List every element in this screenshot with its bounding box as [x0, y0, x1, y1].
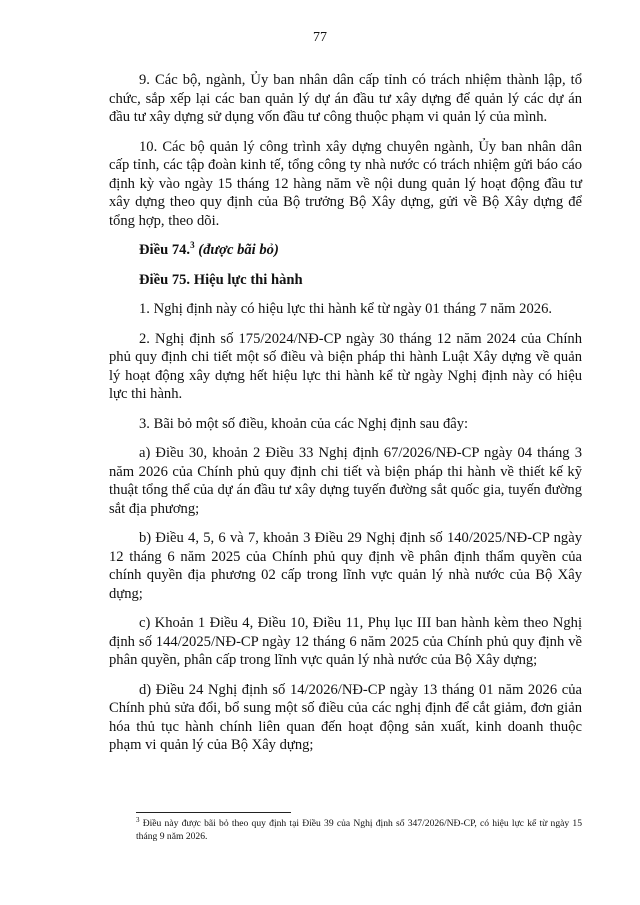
footnote-text: Điều này được bãi bỏ theo quy định tại Điều 39 của Nghị định số 347/2026/NĐ-CP, có hiệu lực kể từ ngày 15 tháng 9 năm 2026. [136, 818, 582, 842]
article-75-item-3b: b) Điều 4, 5, 6 và 7, khoản 3 Điều 29 Nghị định số 140/2025/NĐ-CP ngày 12 tháng 6 năm 2025 của Chính phủ quy định về phân định thẩm quyền của chính quyền địa phương 02 cấp trong lĩnh vực quản lý nhà nước của Bộ Xây dựng; [109, 530, 582, 602]
article-75-item-3d: d) Điều 24 Nghị định số 14/2026/NĐ-CP ngày 13 tháng 01 năm 2026 của Chính phủ sửa đổi, bổ sung một số điều của các nghị định để cắt giảm, đơn giản hóa thủ tục hành chính liên quan đến hoạt động sản xuất, kinh doanh thuộc phạm vi quản lý của Bộ Xây dựng; [109, 681, 582, 753]
article-75-item-3: 3. Bãi bỏ một số điều, khoản của các Nghị định sau đây: [139, 415, 469, 432]
article-75-heading: Điều 75. Hiệu lực thi hành [139, 271, 303, 288]
footnote-marker: 3 [136, 815, 140, 824]
article-75-item-3a: a) Điều 30, khoản 2 Điều 33 Nghị định 67/2026/NĐ-CP ngày 04 tháng 3 năm 2026 của Chính phủ quy định chi tiết và biện pháp thi hành về thiết kế kỹ thuật tổng thể của dự án đầu tư xây dựng tuyến đường sắt quốc gia, tuyến đường sắt địa phương; [109, 445, 582, 517]
paragraph-10: 10. Các bộ quản lý công trình xây dựng chuyên ngành, Ủy ban nhân dân cấp tỉnh, các tập đoàn kinh tế, tổng công ty nhà nước có trách nhiệm gửi báo cáo định kỳ vào ngày 15 tháng 12 hàng năm về nội dung quản lý hoạt động đầu tư xây dựng theo quy định của Bộ trưởng Bộ Xây dựng, gửi về Bộ Xây dựng để tổng hợp, theo dõi. [109, 138, 582, 229]
document-body [109, 71, 582, 766]
article-75-item-3c: c) Khoản 1 Điều 4, Điều 10, Điều 11, Phụ lục III ban hành kèm theo Nghị định số 144/2025/NĐ-CP ngày 12 tháng 6 năm 2025 của Chính phủ quy định về phân quyền, phân cấp trong lĩnh vực quản lý nhà nước của Bộ Xây dựng; [109, 615, 582, 668]
footnote-reference[interactable]: 3 [190, 240, 195, 251]
article-74-note: (được bãi bỏ) [194, 242, 279, 258]
article-74-heading [109, 241, 582, 260]
article-75-item-1: 1. Nghị định này có hiệu lực thi hành kể từ ngày 01 tháng 7 năm 2026. [139, 301, 553, 317]
paragraph-9: 9. Các bộ, ngành, Ủy ban nhân dân cấp tỉnh có trách nhiệm thành lập, tổ chức, sắp xếp lại các ban quản lý dự án đầu tư xây dựng để quản lý các dự án đầu tư xây dựng sử dụng vốn đầu tư công thuộc phạm vi quản lý của mình. [109, 72, 582, 125]
footnote-divider [136, 812, 291, 813]
article-74-title: Điều 74. [139, 242, 191, 258]
footnote [136, 815, 582, 843]
article-75-item-2: 2. Nghị định số 175/2024/NĐ-CP ngày 30 tháng 12 năm 2024 của Chính phủ quy định chi tiết một số điều và biện pháp thi hành Luật Xây dựng về quản lý hoạt động xây dựng hết hiệu lực thi hành kể từ ngày Nghị định này có hiệu lực thi hành. [109, 330, 582, 402]
page-number: 77 [313, 30, 327, 45]
